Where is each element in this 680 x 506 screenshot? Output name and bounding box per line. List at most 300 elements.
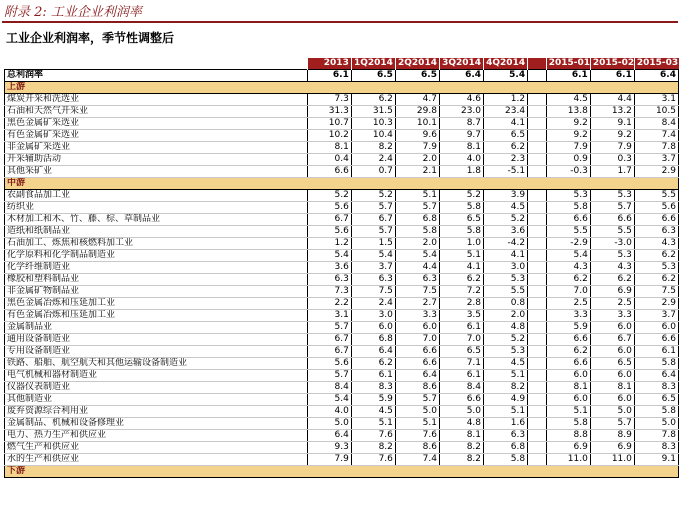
value-cell: 6.7 xyxy=(307,214,351,226)
gap-cell xyxy=(528,70,547,82)
table-row xyxy=(5,442,679,454)
value-cell: 4.4 xyxy=(395,262,439,274)
value-cell: 5.8 xyxy=(546,418,590,430)
value-cell: 8.2 xyxy=(439,454,483,466)
row-label: 石油加工、炼焦和核燃料加工业 xyxy=(5,238,308,250)
row-label: 电力、热力生产和供应业 xyxy=(5,430,308,442)
value-cell: 5.2 xyxy=(439,190,483,202)
value-cell: 8.3 xyxy=(351,382,395,394)
value-cell: 5.2 xyxy=(484,214,528,226)
value-cell: 6.2 xyxy=(634,274,678,286)
gap-cell xyxy=(528,346,547,358)
value-cell: 7.5 xyxy=(395,286,439,298)
table-row xyxy=(5,322,679,334)
value-cell: 6.7 xyxy=(590,334,634,346)
value-cell: 5.6 xyxy=(634,202,678,214)
value-cell: 13.8 xyxy=(546,106,590,118)
value-cell: 31.5 xyxy=(351,106,395,118)
value-cell: 4.6 xyxy=(439,94,483,106)
table-row xyxy=(5,454,679,466)
value-cell: 6.2 xyxy=(351,94,395,106)
value-cell: 5.3 xyxy=(634,262,678,274)
value-cell: 6.4 xyxy=(439,70,483,82)
value-cell: 2.2 xyxy=(307,298,351,310)
value-cell: 0.4 xyxy=(307,154,351,166)
gap-cell xyxy=(528,298,547,310)
value-cell: 5.1 xyxy=(351,418,395,430)
table-row xyxy=(5,418,679,430)
value-cell: 6.6 xyxy=(546,334,590,346)
value-cell: 6.6 xyxy=(590,214,634,226)
appendix-header xyxy=(2,1,678,23)
value-cell: 6.0 xyxy=(590,394,634,406)
table-row xyxy=(5,94,679,106)
value-cell: 5.2 xyxy=(351,190,395,202)
table-row xyxy=(5,262,679,274)
value-cell: 1.6 xyxy=(484,418,528,430)
row-label: 燃气生产和供应业 xyxy=(5,442,308,454)
table-row xyxy=(5,286,679,298)
value-cell: 5.4 xyxy=(395,250,439,262)
value-cell: 6.3 xyxy=(351,274,395,286)
table-row xyxy=(5,190,679,202)
value-cell: 5.7 xyxy=(351,202,395,214)
value-cell: 6.0 xyxy=(546,394,590,406)
row-label: 有色金属矿采选业 xyxy=(5,130,308,142)
table-row xyxy=(5,382,679,394)
value-cell: 7.6 xyxy=(351,430,395,442)
col-header: 1Q2014 xyxy=(351,58,395,70)
value-cell: 5.4 xyxy=(351,250,395,262)
header-row xyxy=(5,58,679,70)
col-header: 4Q2014 xyxy=(484,58,528,70)
row-label: 煤炭开采和洗选业 xyxy=(5,94,308,106)
value-cell: 5.1 xyxy=(439,250,483,262)
value-cell: 4.5 xyxy=(484,202,528,214)
value-cell: 5.4 xyxy=(546,250,590,262)
value-cell: 7.4 xyxy=(634,130,678,142)
value-cell: 6.0 xyxy=(590,322,634,334)
value-cell: 7.9 xyxy=(546,142,590,154)
table-row xyxy=(5,346,679,358)
value-cell: 1.5 xyxy=(351,238,395,250)
row-label: 纺织业 xyxy=(5,202,308,214)
value-cell: 6.0 xyxy=(546,370,590,382)
value-cell: 23.4 xyxy=(484,106,528,118)
value-cell: 8.1 xyxy=(546,382,590,394)
row-label: 水的生产和供应业 xyxy=(5,454,308,466)
table-row xyxy=(5,130,679,142)
value-cell: 5.0 xyxy=(634,418,678,430)
value-cell: 6.4 xyxy=(307,430,351,442)
gap-cell xyxy=(528,334,547,346)
value-cell: 2.9 xyxy=(634,298,678,310)
value-cell: 8.3 xyxy=(634,382,678,394)
gap-cell xyxy=(528,262,547,274)
row-label: 电气机械和器材制造业 xyxy=(5,370,308,382)
value-cell: 8.2 xyxy=(351,142,395,154)
value-cell: 2.0 xyxy=(395,238,439,250)
table-row xyxy=(5,166,679,178)
value-cell: 5.9 xyxy=(546,322,590,334)
value-cell: 5.8 xyxy=(395,226,439,238)
value-cell: 6.7 xyxy=(307,334,351,346)
value-cell: 6.8 xyxy=(484,442,528,454)
col-header-gap xyxy=(528,58,547,70)
value-cell: 1.8 xyxy=(439,166,483,178)
value-cell: 3.6 xyxy=(484,226,528,238)
value-cell: 6.6 xyxy=(634,214,678,226)
row-label: 化学原料和化学制品制造业 xyxy=(5,250,308,262)
value-cell: 6.3 xyxy=(395,274,439,286)
value-cell: 3.1 xyxy=(634,94,678,106)
gap-cell xyxy=(528,202,547,214)
row-label: 木材加工和木、竹、藤、棕、草制品业 xyxy=(5,214,308,226)
row-label: 金属制品业 xyxy=(5,322,308,334)
value-cell: 6.5 xyxy=(439,346,483,358)
value-cell: 7.0 xyxy=(546,286,590,298)
value-cell: 6.6 xyxy=(546,214,590,226)
row-label: 造纸和纸制品业 xyxy=(5,226,308,238)
value-cell: 6.6 xyxy=(546,358,590,370)
table-row xyxy=(5,310,679,322)
value-cell: 7.1 xyxy=(439,358,483,370)
value-cell: 6.4 xyxy=(634,70,678,82)
value-cell: 6.0 xyxy=(351,322,395,334)
value-cell: 0.7 xyxy=(351,166,395,178)
value-cell: 4.0 xyxy=(439,154,483,166)
value-cell: 5.3 xyxy=(590,250,634,262)
value-cell: 6.1 xyxy=(634,346,678,358)
value-cell: 5.2 xyxy=(484,334,528,346)
value-cell: 5.1 xyxy=(395,190,439,202)
value-cell: 7.6 xyxy=(351,454,395,466)
value-cell: 8.7 xyxy=(439,118,483,130)
value-cell: 2.4 xyxy=(351,154,395,166)
value-cell: 6.0 xyxy=(590,370,634,382)
value-cell: 5.8 xyxy=(546,202,590,214)
gap-cell xyxy=(528,106,547,118)
value-cell: 9.2 xyxy=(546,130,590,142)
table-row xyxy=(5,334,679,346)
value-cell: 3.0 xyxy=(351,310,395,322)
row-label: 石油和天然气开采业 xyxy=(5,106,308,118)
value-cell: 6.1 xyxy=(546,70,590,82)
value-cell: 4.8 xyxy=(439,418,483,430)
value-cell: 6.2 xyxy=(546,346,590,358)
value-cell: 1.0 xyxy=(439,238,483,250)
col-header: 3Q2014 xyxy=(439,58,483,70)
value-cell: 5.8 xyxy=(439,226,483,238)
value-cell: 4.3 xyxy=(634,238,678,250)
table-row xyxy=(5,406,679,418)
value-cell: 6.7 xyxy=(307,346,351,358)
value-cell: 9.1 xyxy=(590,118,634,130)
value-cell: 0.9 xyxy=(546,154,590,166)
value-cell: 5.5 xyxy=(590,226,634,238)
value-cell: 4.3 xyxy=(546,262,590,274)
table-row xyxy=(5,250,679,262)
gap-cell xyxy=(528,274,547,286)
value-cell: 3.7 xyxy=(351,262,395,274)
value-cell: 2.4 xyxy=(351,298,395,310)
value-cell: 6.0 xyxy=(634,322,678,334)
value-cell: -4.2 xyxy=(484,238,528,250)
value-cell: 2.8 xyxy=(439,298,483,310)
row-label: 总利润率 xyxy=(5,70,308,82)
value-cell: 8.8 xyxy=(546,430,590,442)
value-cell: 10.3 xyxy=(351,118,395,130)
gap-cell xyxy=(528,418,547,430)
section-row xyxy=(5,178,679,190)
value-cell: 6.3 xyxy=(484,430,528,442)
value-cell: 5.4 xyxy=(484,70,528,82)
value-cell: 4.7 xyxy=(395,94,439,106)
value-cell: 1.2 xyxy=(307,238,351,250)
value-cell: 5.2 xyxy=(307,190,351,202)
header-label-cell xyxy=(5,58,308,70)
value-cell: 6.2 xyxy=(590,274,634,286)
value-cell: 8.3 xyxy=(634,442,678,454)
value-cell: 8.1 xyxy=(439,142,483,154)
gap-cell xyxy=(528,226,547,238)
value-cell: 6.4 xyxy=(634,370,678,382)
section-row xyxy=(5,82,679,94)
value-cell: 5.6 xyxy=(307,358,351,370)
col-header: 2Q2014 xyxy=(395,58,439,70)
value-cell: 2.1 xyxy=(395,166,439,178)
value-cell: 5.0 xyxy=(439,406,483,418)
table-row xyxy=(5,370,679,382)
value-cell: 5.9 xyxy=(351,394,395,406)
value-cell: 6.3 xyxy=(307,274,351,286)
value-cell: 6.2 xyxy=(351,358,395,370)
value-cell: 3.9 xyxy=(484,190,528,202)
section-row xyxy=(5,466,679,478)
value-cell: 3.3 xyxy=(546,310,590,322)
value-cell: 29.8 xyxy=(395,106,439,118)
value-cell: 4.5 xyxy=(546,94,590,106)
row-label: 化学纤维制造业 xyxy=(5,262,308,274)
value-cell: 5.8 xyxy=(484,454,528,466)
value-cell: 6.9 xyxy=(546,442,590,454)
value-cell: 3.0 xyxy=(484,262,528,274)
value-cell: 6.1 xyxy=(439,370,483,382)
table-row xyxy=(5,106,679,118)
value-cell: 5.7 xyxy=(395,202,439,214)
value-cell: 4.0 xyxy=(307,406,351,418)
value-cell: 6.7 xyxy=(351,214,395,226)
value-cell: 7.8 xyxy=(634,430,678,442)
gap-cell xyxy=(528,238,547,250)
value-cell: 5.6 xyxy=(307,226,351,238)
gap-cell xyxy=(528,382,547,394)
value-cell: -2.9 xyxy=(546,238,590,250)
table-row xyxy=(5,274,679,286)
value-cell: 7.9 xyxy=(307,454,351,466)
value-cell: 6.5 xyxy=(634,394,678,406)
row-label: 废弃资源综合利用业 xyxy=(5,406,308,418)
value-cell: 5.3 xyxy=(590,190,634,202)
value-cell: 6.3 xyxy=(634,226,678,238)
section-label: 中游 xyxy=(5,178,679,190)
value-cell: 5.7 xyxy=(307,322,351,334)
value-cell: 7.5 xyxy=(634,286,678,298)
value-cell: 3.3 xyxy=(395,310,439,322)
value-cell: 4.9 xyxy=(484,394,528,406)
value-cell: 8.2 xyxy=(484,382,528,394)
value-cell: 5.1 xyxy=(484,370,528,382)
table-row xyxy=(5,202,679,214)
value-cell: 5.8 xyxy=(634,358,678,370)
value-cell: 8.6 xyxy=(395,382,439,394)
value-cell: 6.0 xyxy=(590,346,634,358)
table-title: 工业企业利润率，季节性调整后 xyxy=(6,31,175,45)
value-cell: 5.7 xyxy=(307,370,351,382)
value-cell: 9.7 xyxy=(439,130,483,142)
value-cell: 9.1 xyxy=(634,454,678,466)
gap-cell xyxy=(528,310,547,322)
value-cell: 7.0 xyxy=(395,334,439,346)
value-cell: 3.7 xyxy=(634,310,678,322)
value-cell: 8.4 xyxy=(439,382,483,394)
value-cell: 9.3 xyxy=(307,442,351,454)
value-cell: 4.5 xyxy=(484,358,528,370)
value-cell: 6.5 xyxy=(395,70,439,82)
section-label: 下游 xyxy=(5,466,679,478)
value-cell: 6.1 xyxy=(439,322,483,334)
value-cell: 4.4 xyxy=(590,94,634,106)
value-cell: 11.0 xyxy=(546,454,590,466)
value-cell: 13.2 xyxy=(590,106,634,118)
total-row xyxy=(5,70,679,82)
row-label: 橡胶和塑料制品业 xyxy=(5,274,308,286)
value-cell: 10.2 xyxy=(307,130,351,142)
value-cell: 23.0 xyxy=(439,106,483,118)
table-row xyxy=(5,238,679,250)
value-cell: 3.6 xyxy=(307,262,351,274)
gap-cell xyxy=(528,130,547,142)
row-label: 农副食品加工业 xyxy=(5,190,308,202)
value-cell: 5.3 xyxy=(484,346,528,358)
table-row xyxy=(5,358,679,370)
row-label: 专用设备制造业 xyxy=(5,346,308,358)
table-row xyxy=(5,394,679,406)
row-label: 黑色金属冶炼和压延加工业 xyxy=(5,298,308,310)
value-cell: 6.6 xyxy=(307,166,351,178)
gap-cell xyxy=(528,250,547,262)
value-cell: 6.4 xyxy=(395,370,439,382)
value-cell: 5.5 xyxy=(634,190,678,202)
value-cell: 5.3 xyxy=(484,274,528,286)
value-cell: 5.1 xyxy=(546,406,590,418)
value-cell: 6.0 xyxy=(395,322,439,334)
row-label: 有色金属冶炼和压延加工业 xyxy=(5,310,308,322)
table-row xyxy=(5,430,679,442)
table-row xyxy=(5,154,679,166)
value-cell: 6.6 xyxy=(634,334,678,346)
value-cell: 1.7 xyxy=(590,166,634,178)
value-cell: 9.6 xyxy=(395,130,439,142)
value-cell: 9.2 xyxy=(546,118,590,130)
value-cell: 0.8 xyxy=(484,298,528,310)
value-cell: 6.5 xyxy=(484,130,528,142)
value-cell: -0.3 xyxy=(546,166,590,178)
value-cell: 8.1 xyxy=(307,142,351,154)
row-label: 其他采矿业 xyxy=(5,166,308,178)
appendix-title: 附录 2: 工业企业利润率 xyxy=(4,5,142,20)
value-cell: 7.2 xyxy=(439,286,483,298)
gap-cell xyxy=(528,94,547,106)
value-cell: 2.7 xyxy=(395,298,439,310)
gap-cell xyxy=(528,442,547,454)
gap-cell xyxy=(528,322,547,334)
value-cell: 8.2 xyxy=(439,442,483,454)
col-header: 2013 xyxy=(307,58,351,70)
col-header: 2015-02 xyxy=(590,58,634,70)
value-cell: 7.5 xyxy=(351,286,395,298)
value-cell: 5.3 xyxy=(546,190,590,202)
value-cell: 5.8 xyxy=(439,202,483,214)
value-cell: 2.5 xyxy=(546,298,590,310)
gap-cell xyxy=(528,190,547,202)
value-cell: 6.1 xyxy=(590,70,634,82)
gap-cell xyxy=(528,286,547,298)
value-cell: 5.0 xyxy=(307,418,351,430)
table-row xyxy=(5,214,679,226)
value-cell: 7.6 xyxy=(395,430,439,442)
value-cell: 5.0 xyxy=(590,406,634,418)
row-label: 黑色金属矿采选业 xyxy=(5,118,308,130)
value-cell: 6.9 xyxy=(590,442,634,454)
value-cell: 8.1 xyxy=(590,382,634,394)
value-cell: 6.8 xyxy=(351,334,395,346)
value-cell: 2.3 xyxy=(484,154,528,166)
value-cell: 5.7 xyxy=(351,226,395,238)
row-label: 开采辅助活动 xyxy=(5,154,308,166)
value-cell: 4.5 xyxy=(351,406,395,418)
col-header: 2015-01 xyxy=(546,58,590,70)
col-header: 2015-03 xyxy=(634,58,678,70)
value-cell: 5.4 xyxy=(307,250,351,262)
value-cell: 7.0 xyxy=(439,334,483,346)
value-cell: 6.5 xyxy=(351,70,395,82)
value-cell: 5.4 xyxy=(307,394,351,406)
row-label: 其他制造业 xyxy=(5,394,308,406)
value-cell: 6.5 xyxy=(439,214,483,226)
value-cell: 3.5 xyxy=(439,310,483,322)
value-cell: 2.5 xyxy=(590,298,634,310)
value-cell: 9.2 xyxy=(590,130,634,142)
value-cell: 7.3 xyxy=(307,286,351,298)
value-cell: 5.8 xyxy=(634,406,678,418)
row-label: 铁路、船舶、航空航天和其他运输设备制造业 xyxy=(5,358,308,370)
value-cell: 2.0 xyxy=(484,310,528,322)
table-row xyxy=(5,226,679,238)
value-cell: 6.6 xyxy=(395,358,439,370)
table-row xyxy=(5,298,679,310)
value-cell: 6.2 xyxy=(634,250,678,262)
value-cell: 10.1 xyxy=(395,118,439,130)
value-cell: 8.9 xyxy=(590,430,634,442)
value-cell: 7.9 xyxy=(395,142,439,154)
value-cell: -5.1 xyxy=(484,166,528,178)
value-cell: 6.1 xyxy=(307,70,351,82)
gap-cell xyxy=(528,394,547,406)
gap-cell xyxy=(528,142,547,154)
value-cell: 6.9 xyxy=(590,286,634,298)
value-cell: 10.7 xyxy=(307,118,351,130)
